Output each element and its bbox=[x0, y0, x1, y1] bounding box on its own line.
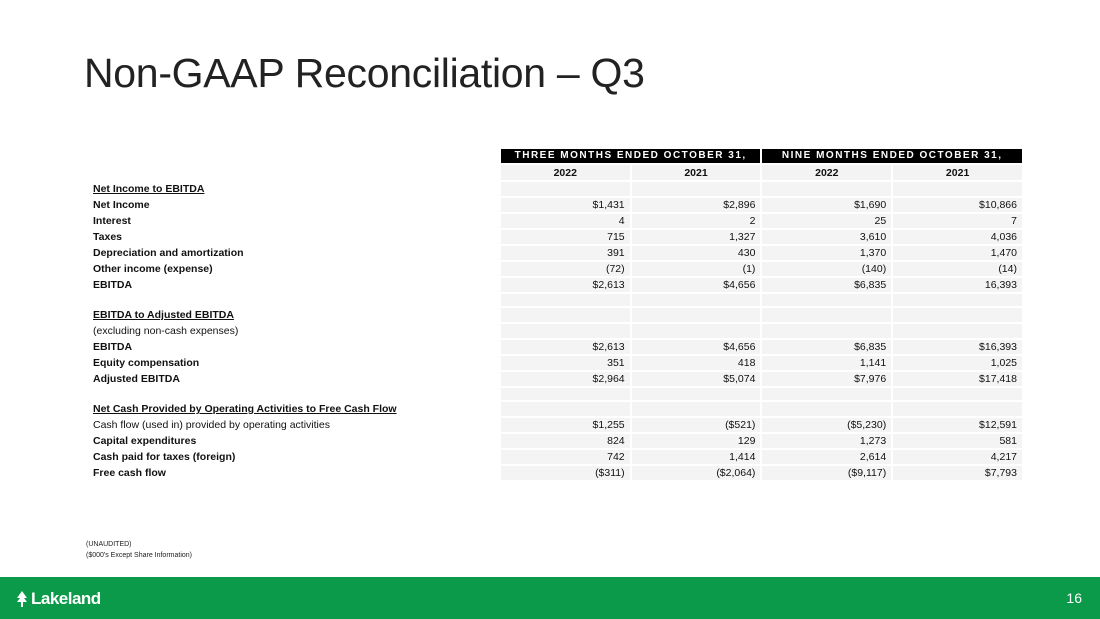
spacer-cell bbox=[501, 388, 630, 400]
row-label: Net Income bbox=[93, 199, 150, 211]
value-cell: 2,614 bbox=[762, 450, 891, 464]
row-label: EBITDA bbox=[93, 341, 133, 353]
empty-cell bbox=[893, 182, 1022, 196]
value-cell: ($9,117) bbox=[762, 466, 891, 480]
empty-cell bbox=[893, 308, 1022, 322]
value-cell: 3,610 bbox=[762, 230, 891, 244]
table-row bbox=[88, 372, 1022, 386]
spacer-cell bbox=[88, 388, 499, 400]
value-cell: $1,690 bbox=[762, 198, 891, 212]
value-cell: 25 bbox=[762, 214, 891, 228]
value-cell: 351 bbox=[501, 356, 630, 370]
value-cell: $2,896 bbox=[632, 198, 761, 212]
table-row bbox=[88, 278, 1022, 292]
section-header-row bbox=[88, 402, 1022, 416]
group-header-nine-months: NINE MONTHS ENDED OCTOBER 31, bbox=[762, 149, 1022, 163]
value-cell: 1,370 bbox=[762, 246, 891, 260]
empty-cell bbox=[893, 402, 1022, 416]
row-label: Other income (expense) bbox=[93, 263, 213, 275]
table-row bbox=[88, 434, 1022, 448]
spacer-cell bbox=[88, 294, 499, 306]
year-header-blank bbox=[88, 165, 499, 180]
table-row bbox=[88, 450, 1022, 464]
empty-cell bbox=[762, 402, 891, 416]
value-cell: $2,964 bbox=[501, 372, 630, 386]
spacer-cell bbox=[762, 388, 891, 400]
reconciliation-table bbox=[86, 147, 1024, 482]
spacer-cell bbox=[762, 294, 891, 306]
row-label: Equity compensation bbox=[93, 357, 200, 369]
footnote-unaudited: (UNAUDITED) bbox=[86, 541, 132, 548]
value-cell: 742 bbox=[501, 450, 630, 464]
section-subheader-row bbox=[88, 324, 1022, 338]
value-cell: $2,613 bbox=[501, 278, 630, 292]
empty-cell bbox=[501, 324, 630, 338]
tree-icon bbox=[16, 591, 28, 607]
page-title: Non-GAAP Reconciliation – Q3 bbox=[84, 50, 645, 96]
value-cell: $4,656 bbox=[632, 340, 761, 354]
row-label: Free cash flow bbox=[93, 467, 166, 479]
value-cell: $6,835 bbox=[762, 278, 891, 292]
value-cell: ($2,064) bbox=[632, 466, 761, 480]
empty-cell bbox=[893, 324, 1022, 338]
empty-cell bbox=[762, 324, 891, 338]
table-row bbox=[88, 340, 1022, 354]
table-row bbox=[88, 262, 1022, 276]
section-label: EBITDA to Adjusted EBITDA bbox=[93, 309, 234, 321]
row-label: Cash paid for taxes (foreign) bbox=[93, 451, 236, 463]
value-cell: 16,393 bbox=[893, 278, 1022, 292]
row-label: Adjusted EBITDA bbox=[93, 373, 180, 385]
value-cell: ($521) bbox=[632, 418, 761, 432]
section-label: Net Cash Provided by Operating Activities to Free Cash Flow bbox=[93, 403, 397, 415]
value-cell: 7 bbox=[893, 214, 1022, 228]
spacer-cell bbox=[893, 294, 1022, 306]
spacer-cell bbox=[632, 388, 761, 400]
value-cell: 1,414 bbox=[632, 450, 761, 464]
section-header-row bbox=[88, 182, 1022, 196]
year-header: 2021 bbox=[893, 165, 1022, 180]
value-cell: 2 bbox=[632, 214, 761, 228]
value-cell: $1,255 bbox=[501, 418, 630, 432]
page-number: 16 bbox=[1066, 590, 1082, 606]
year-header: 2022 bbox=[762, 165, 891, 180]
value-cell: $4,656 bbox=[632, 278, 761, 292]
table-row bbox=[88, 418, 1022, 432]
brand-logo bbox=[16, 589, 101, 609]
row-label: Cash flow (used in) provided by operating activities bbox=[93, 419, 330, 431]
header-blank bbox=[88, 149, 499, 163]
table-row bbox=[88, 230, 1022, 244]
value-cell: $12,591 bbox=[893, 418, 1022, 432]
footer-bar bbox=[0, 577, 1100, 619]
value-cell: $6,835 bbox=[762, 340, 891, 354]
table-row bbox=[88, 246, 1022, 260]
value-cell: 391 bbox=[501, 246, 630, 260]
table-row bbox=[88, 214, 1022, 228]
empty-cell bbox=[501, 182, 630, 196]
value-cell: 581 bbox=[893, 434, 1022, 448]
year-header-row bbox=[88, 165, 1022, 180]
value-cell: 418 bbox=[632, 356, 761, 370]
row-label: EBITDA bbox=[93, 279, 133, 291]
year-header: 2021 bbox=[632, 165, 761, 180]
spacer-row bbox=[88, 294, 1022, 306]
value-cell: 1,327 bbox=[632, 230, 761, 244]
table-row bbox=[88, 356, 1022, 370]
value-cell: $2,613 bbox=[501, 340, 630, 354]
section-label: Net Income to EBITDA bbox=[93, 183, 205, 195]
empty-cell bbox=[501, 308, 630, 322]
value-cell: (140) bbox=[762, 262, 891, 276]
row-label: Depreciation and amortization bbox=[93, 247, 244, 259]
value-cell: 1,141 bbox=[762, 356, 891, 370]
spacer-row bbox=[88, 388, 1022, 400]
footnote-units: ($000's Except Share Information) bbox=[86, 552, 193, 559]
value-cell: 4 bbox=[501, 214, 630, 228]
value-cell: 129 bbox=[632, 434, 761, 448]
table-row bbox=[88, 466, 1022, 480]
value-cell: ($5,230) bbox=[762, 418, 891, 432]
group-header-row bbox=[88, 149, 1022, 163]
spacer-cell bbox=[501, 294, 630, 306]
year-header: 2022 bbox=[501, 165, 630, 180]
group-header-three-months: THREE MONTHS ENDED OCTOBER 31, bbox=[501, 149, 761, 163]
value-cell: (72) bbox=[501, 262, 630, 276]
value-cell: 1,273 bbox=[762, 434, 891, 448]
row-label: Taxes bbox=[93, 231, 122, 243]
value-cell: 4,217 bbox=[893, 450, 1022, 464]
spacer-cell bbox=[893, 388, 1022, 400]
section-header-row bbox=[88, 308, 1022, 322]
empty-cell bbox=[501, 402, 630, 416]
empty-cell bbox=[632, 324, 761, 338]
value-cell: 824 bbox=[501, 434, 630, 448]
value-cell: (14) bbox=[893, 262, 1022, 276]
value-cell: 430 bbox=[632, 246, 761, 260]
empty-cell bbox=[762, 182, 891, 196]
value-cell: $7,976 bbox=[762, 372, 891, 386]
value-cell: ($311) bbox=[501, 466, 630, 480]
value-cell: 1,025 bbox=[893, 356, 1022, 370]
value-cell: (1) bbox=[632, 262, 761, 276]
value-cell: $10,866 bbox=[893, 198, 1022, 212]
value-cell: $1,431 bbox=[501, 198, 630, 212]
row-label: Interest bbox=[93, 215, 131, 227]
table-row bbox=[88, 198, 1022, 212]
empty-cell bbox=[632, 402, 761, 416]
empty-cell bbox=[632, 182, 761, 196]
value-cell: 4,036 bbox=[893, 230, 1022, 244]
brand-name: Lakeland bbox=[31, 589, 101, 608]
section-sublabel: (excluding non-cash expenses) bbox=[93, 325, 239, 337]
value-cell: $7,793 bbox=[893, 466, 1022, 480]
value-cell: $5,074 bbox=[632, 372, 761, 386]
value-cell: 1,470 bbox=[893, 246, 1022, 260]
value-cell: 715 bbox=[501, 230, 630, 244]
empty-cell bbox=[762, 308, 891, 322]
empty-cell bbox=[632, 308, 761, 322]
value-cell: $16,393 bbox=[893, 340, 1022, 354]
spacer-cell bbox=[632, 294, 761, 306]
table-body bbox=[88, 182, 1022, 480]
row-label: Capital expenditures bbox=[93, 435, 197, 447]
value-cell: $17,418 bbox=[893, 372, 1022, 386]
